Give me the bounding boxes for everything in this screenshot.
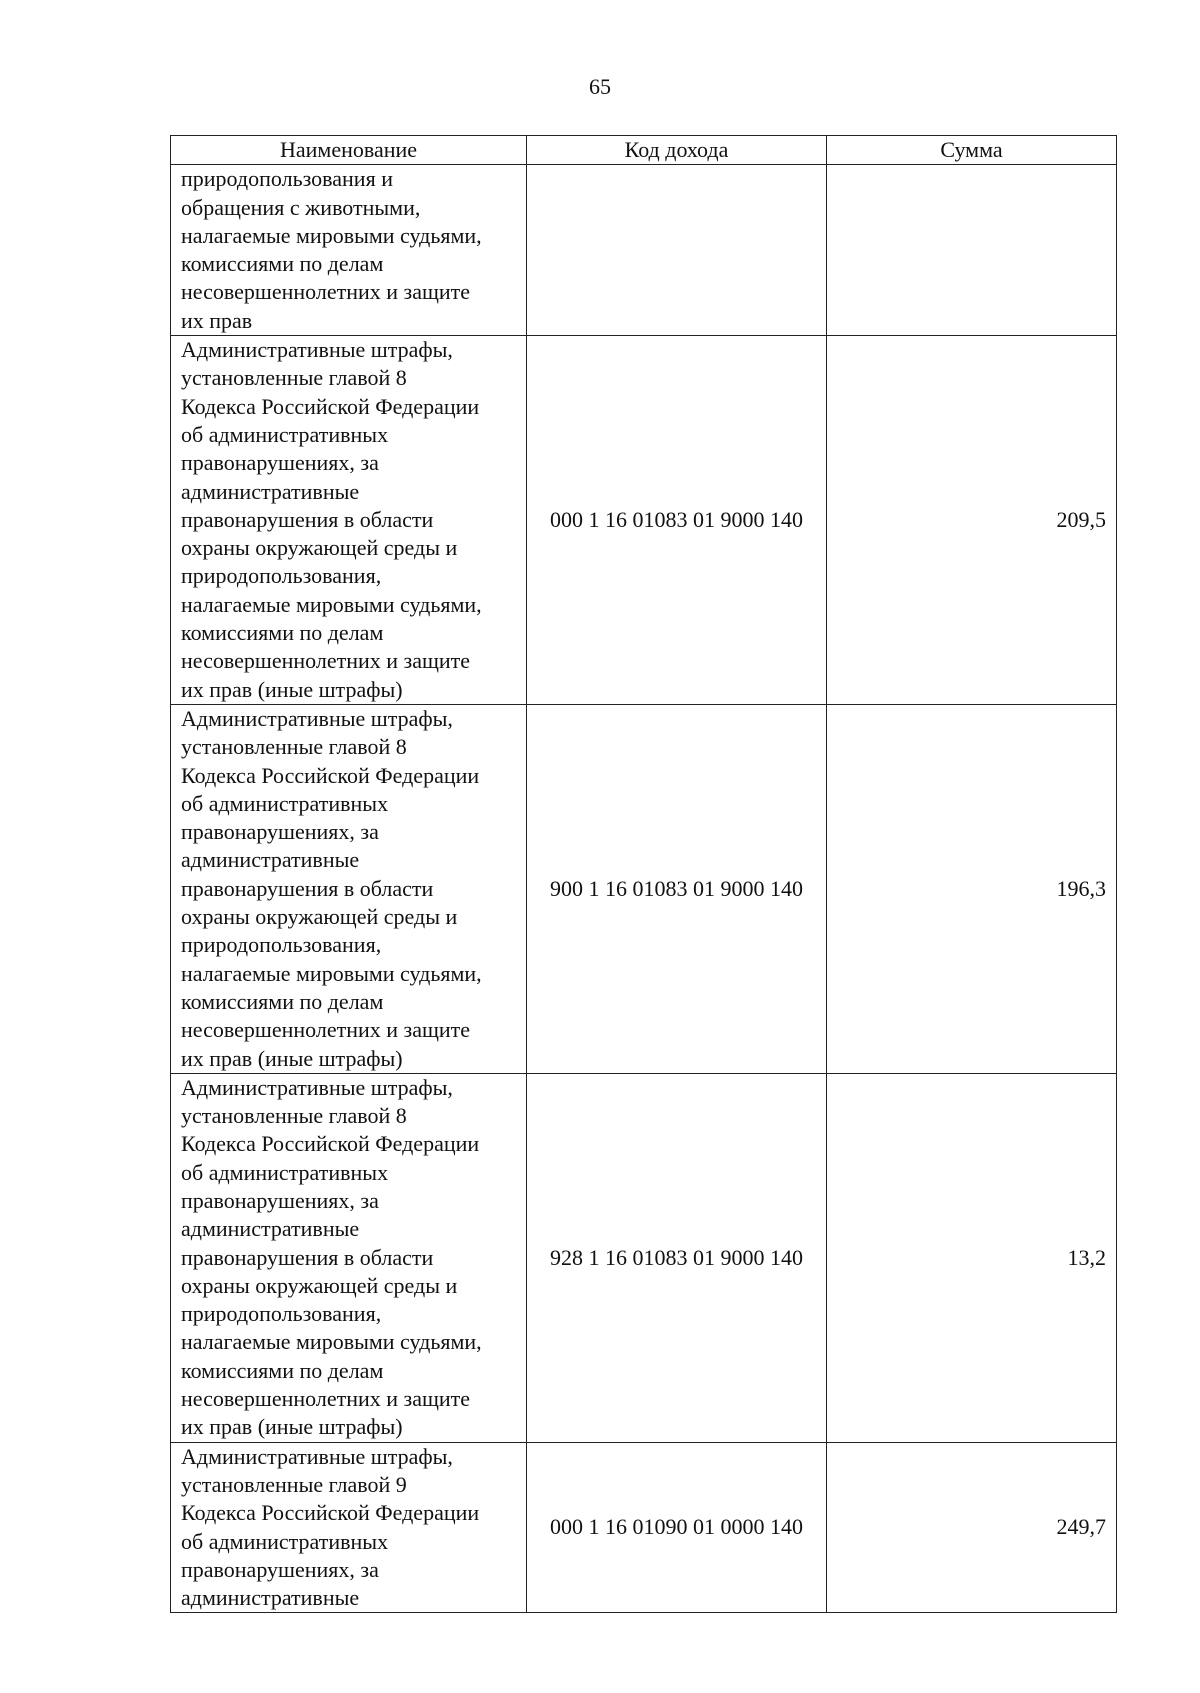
name-line: комиссиями по делам: [181, 620, 384, 646]
name-line: налагаемые мировыми судьями,: [181, 591, 482, 617]
name-line: несовершеннолетних и защите: [181, 279, 471, 305]
column-header-sum: Сумма: [827, 136, 1117, 165]
name-line: установленные главой 8: [181, 1103, 407, 1129]
name-line: Административные штрафы,: [181, 1074, 453, 1100]
name-line: установленные главой 9: [181, 1471, 407, 1497]
name-line: Кодекса Российской Федерации: [181, 1500, 480, 1526]
table-row: [171, 1073, 1117, 1442]
page-number: 65: [589, 74, 611, 99]
cell-code: [527, 165, 827, 336]
name-line: несовершеннолетних и защите: [181, 1386, 471, 1412]
cell-sum: 196,3: [827, 704, 1117, 1073]
name-line: правонарушениях, за: [181, 1556, 379, 1582]
name-line: Кодекса Российской Федерации: [181, 762, 480, 788]
name-line: комиссиями по делам: [181, 1357, 384, 1383]
table-row: [171, 336, 1117, 705]
name-line: об административных: [181, 1528, 389, 1554]
name-line: об административных: [181, 790, 389, 816]
name-line: комиссиями по делам: [181, 251, 384, 277]
name-line: их прав: [181, 307, 253, 333]
name-line: Административные штрафы,: [181, 705, 453, 731]
name-line: их прав (иные штрафы): [181, 1414, 403, 1440]
name-line: Кодекса Российской Федерации: [181, 1131, 480, 1157]
cell-sum: 209,5: [827, 336, 1117, 705]
name-line: налагаемые мировыми судьями,: [181, 960, 482, 986]
name-line: Административные штрафы,: [181, 1443, 453, 1469]
cell-code: 928 1 16 01083 01 9000 140: [527, 1073, 827, 1442]
name-line: правонарушения в области: [181, 875, 434, 901]
cell-name: [171, 1073, 527, 1442]
name-line: установленные главой 8: [181, 734, 407, 760]
cell-code: 000 1 16 01083 01 9000 140: [527, 336, 827, 705]
name-line: обращения с животными,: [181, 194, 421, 220]
column-header-code: Код дохода: [527, 136, 827, 165]
name-line: природопользования,: [181, 563, 382, 589]
name-line: их прав (иные штрафы): [181, 676, 403, 702]
cell-sum: [827, 165, 1117, 336]
name-line: налагаемые мировыми судьями,: [181, 1329, 482, 1355]
name-line: правонарушениях, за: [181, 450, 379, 476]
name-line: природопользования и: [181, 166, 393, 192]
cell-name: [171, 336, 527, 705]
name-line: Административные штрафы,: [181, 337, 453, 363]
cell-code: 900 1 16 01083 01 9000 140: [527, 704, 827, 1073]
table-row: [171, 165, 1117, 336]
cell-sum: 249,7: [827, 1442, 1117, 1613]
name-line: административные: [181, 1216, 360, 1242]
name-line: несовершеннолетних и защите: [181, 1017, 471, 1043]
name-line: правонарушениях, за: [181, 819, 379, 845]
table-header-row: [171, 136, 1117, 165]
name-line: административные: [181, 847, 360, 873]
name-line: Кодекса Российской Федерации: [181, 393, 480, 419]
name-line: правонарушения в области: [181, 506, 434, 532]
cell-name: [171, 165, 527, 336]
name-line: охраны окружающей среды и: [181, 535, 458, 561]
name-line: охраны окружающей среды и: [181, 904, 458, 930]
cell-code: 000 1 16 01090 01 0000 140: [527, 1442, 827, 1613]
column-header-name: Наименование: [171, 136, 527, 165]
revenue-table: [170, 135, 1117, 1613]
name-line: правонарушениях, за: [181, 1187, 379, 1213]
name-line: несовершеннолетних и защите: [181, 648, 471, 674]
table-body: [171, 165, 1117, 1613]
name-line: природопользования,: [181, 932, 382, 958]
name-line: охраны окружающей среды и: [181, 1272, 458, 1298]
name-line: установленные главой 8: [181, 365, 407, 391]
cell-sum: 13,2: [827, 1073, 1117, 1442]
name-line: административные: [181, 478, 360, 504]
cell-name: [171, 704, 527, 1073]
cell-name: [171, 1442, 527, 1613]
name-line: их прав (иные штрафы): [181, 1045, 403, 1071]
name-line: об административных: [181, 1159, 389, 1185]
name-line: природопользования,: [181, 1301, 382, 1327]
table-row: [171, 704, 1117, 1073]
name-line: об административных: [181, 421, 389, 447]
name-line: налагаемые мировыми судьями,: [181, 222, 482, 248]
name-line: комиссиями по делам: [181, 988, 384, 1014]
table-row: [171, 1442, 1117, 1613]
name-line: административные: [181, 1585, 360, 1611]
name-line: правонарушения в области: [181, 1244, 434, 1270]
